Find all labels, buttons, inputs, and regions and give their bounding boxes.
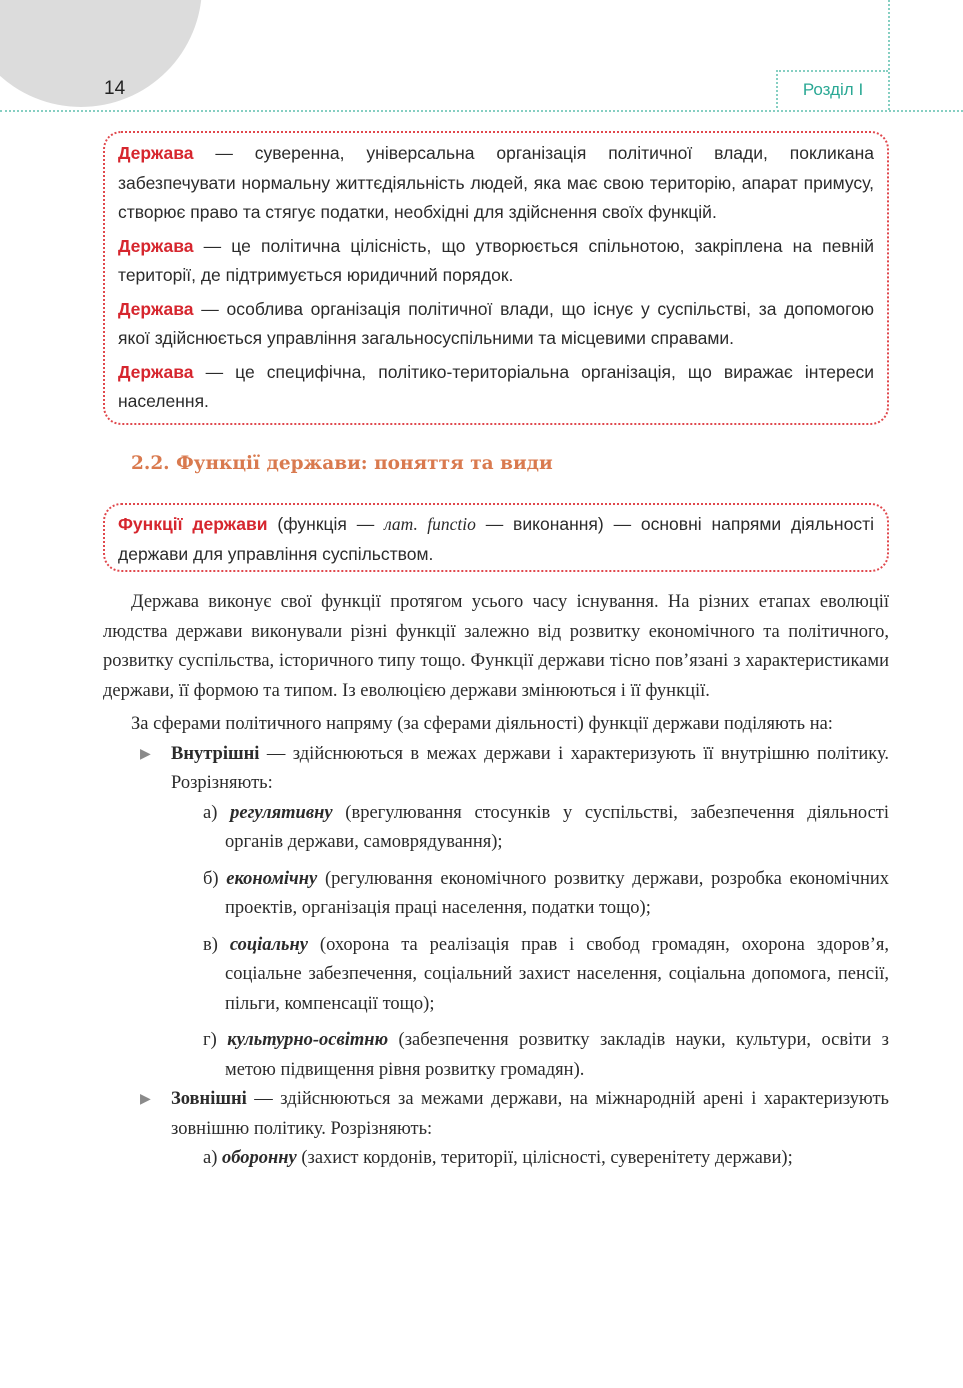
section-heading: 2.2. Функції держави: поняття та види [131, 453, 553, 474]
sub-item [103, 931, 889, 1020]
definition-term: Держава [118, 235, 194, 256]
triangle-bullet-icon: ▶ [140, 1091, 151, 1107]
triangle-bullet-icon: ▶ [140, 745, 151, 762]
paragraph: Держава виконує свої функції протягом усього часу існування. На різних етапах еволюції людства держави виконували різні функції залежно від розвитку економічного та політичного, розвитку суспільства, історичного типу тощо. Функції держави тісно пов’язані з характеристиками держави, її формою та типом. Із еволюцією держави змінюються і її функції. [103, 592, 889, 701]
sub-item-letter: а) [203, 1148, 218, 1168]
corner-decoration [0, 0, 202, 107]
definition-term: Функції держави [118, 514, 268, 534]
header-divider-vertical [888, 0, 890, 110]
sub-item-term: економічну [226, 868, 318, 889]
sub-item-text: (забезпечення розвитку закладів науки, культури, освіти з метою підвищення рівня розвитку громадян). [225, 1030, 889, 1080]
section-label: Розділ І [776, 70, 888, 108]
definition-item [118, 510, 874, 569]
sub-item-text: (регулювання економічного розвитку держави, розробка економічних проектів, організація праці населення, податки тощо); [225, 868, 890, 918]
sub-item [103, 799, 889, 858]
definition-term: Держава [118, 361, 194, 382]
header-divider [0, 110, 963, 112]
definition-text: — це специфічна, політико-територіальна організація, що виражає інтереси населення. [118, 361, 874, 411]
page-number: 14 [104, 78, 126, 99]
definition-term: Держава [118, 143, 194, 163]
sub-item-letter: в) [203, 934, 218, 955]
sub-item-term: регулятивну [230, 802, 333, 823]
definition-text: (функція — [267, 514, 385, 534]
bullet-term: Внутрішні [171, 743, 260, 764]
sub-item [103, 1144, 889, 1174]
bullet-term: Зовнішні [171, 1089, 247, 1109]
functions-definition-box [103, 503, 889, 572]
sub-item-term: культурно-освітню [227, 1030, 389, 1050]
main-text [103, 588, 889, 1174]
sub-item-letter: а) [203, 802, 218, 823]
sub-item-text: (охорона та реалізація прав і свобод громадян, охорона здоров’я, соціальне забезпечення, соціальний захист населення, соціальна допомога, пенсії, пільги, компенсації тощо); [225, 934, 890, 1014]
definition-text: — виконання) — основні напрями діяльності держави для управління суспільством. [118, 514, 874, 564]
sub-item-term: оборонну [222, 1148, 297, 1168]
definition-text: — суверенна, універсальна організація політичної влади, покликана забезпечувати нормальну життєдіяльність людей, яка має свою територію, апарат примусу, створює право та стягує податки, необхідні для здійснення своїх функцій. [118, 143, 874, 222]
definition-term: Держава [118, 298, 194, 319]
sub-item-text: (врегулювання стосунків у суспільстві, забезпечення діяльності органів держави, самоврядування); [225, 802, 890, 852]
definition-item [118, 232, 874, 291]
latin-term: лат. functio [384, 514, 476, 534]
bullet-text: — здійснюються за межами держави, на міжнародній арені і характеризують зовнішню політику. Розрізняють: [171, 1089, 889, 1139]
list-item-external [103, 1085, 889, 1144]
sub-item-term: соціальну [229, 934, 308, 955]
definition-text: — це політична цілісність, що утворюється спільнотою, закріплена на певній території, де підтримується юридичний порядок. [118, 235, 874, 285]
definition-item [118, 358, 874, 417]
paragraph: За сферами політичного напряму (за сферами діяльності) функції держави поділяють на: [131, 714, 833, 734]
definition-item [118, 139, 874, 228]
sub-item-letter: г) [203, 1030, 217, 1050]
sub-item-letter: б) [203, 868, 219, 889]
state-definitions-box [103, 131, 889, 425]
sub-item-text: (захист кордонів, території, цілісності, суверенітету держави); [296, 1148, 793, 1168]
definition-text: — особлива організація політичної влади, що існує у суспільстві, за допомогою якої здійснюється управління загальносуспільними та місцевими справами. [118, 298, 874, 348]
definition-item [118, 295, 874, 354]
bullet-text: — здійснюються в межах держави і характеризують її внутрішню політику. Розрізняють: [171, 743, 889, 793]
sub-item [103, 1026, 889, 1085]
list-item-internal [103, 740, 889, 799]
sub-item [103, 865, 889, 924]
